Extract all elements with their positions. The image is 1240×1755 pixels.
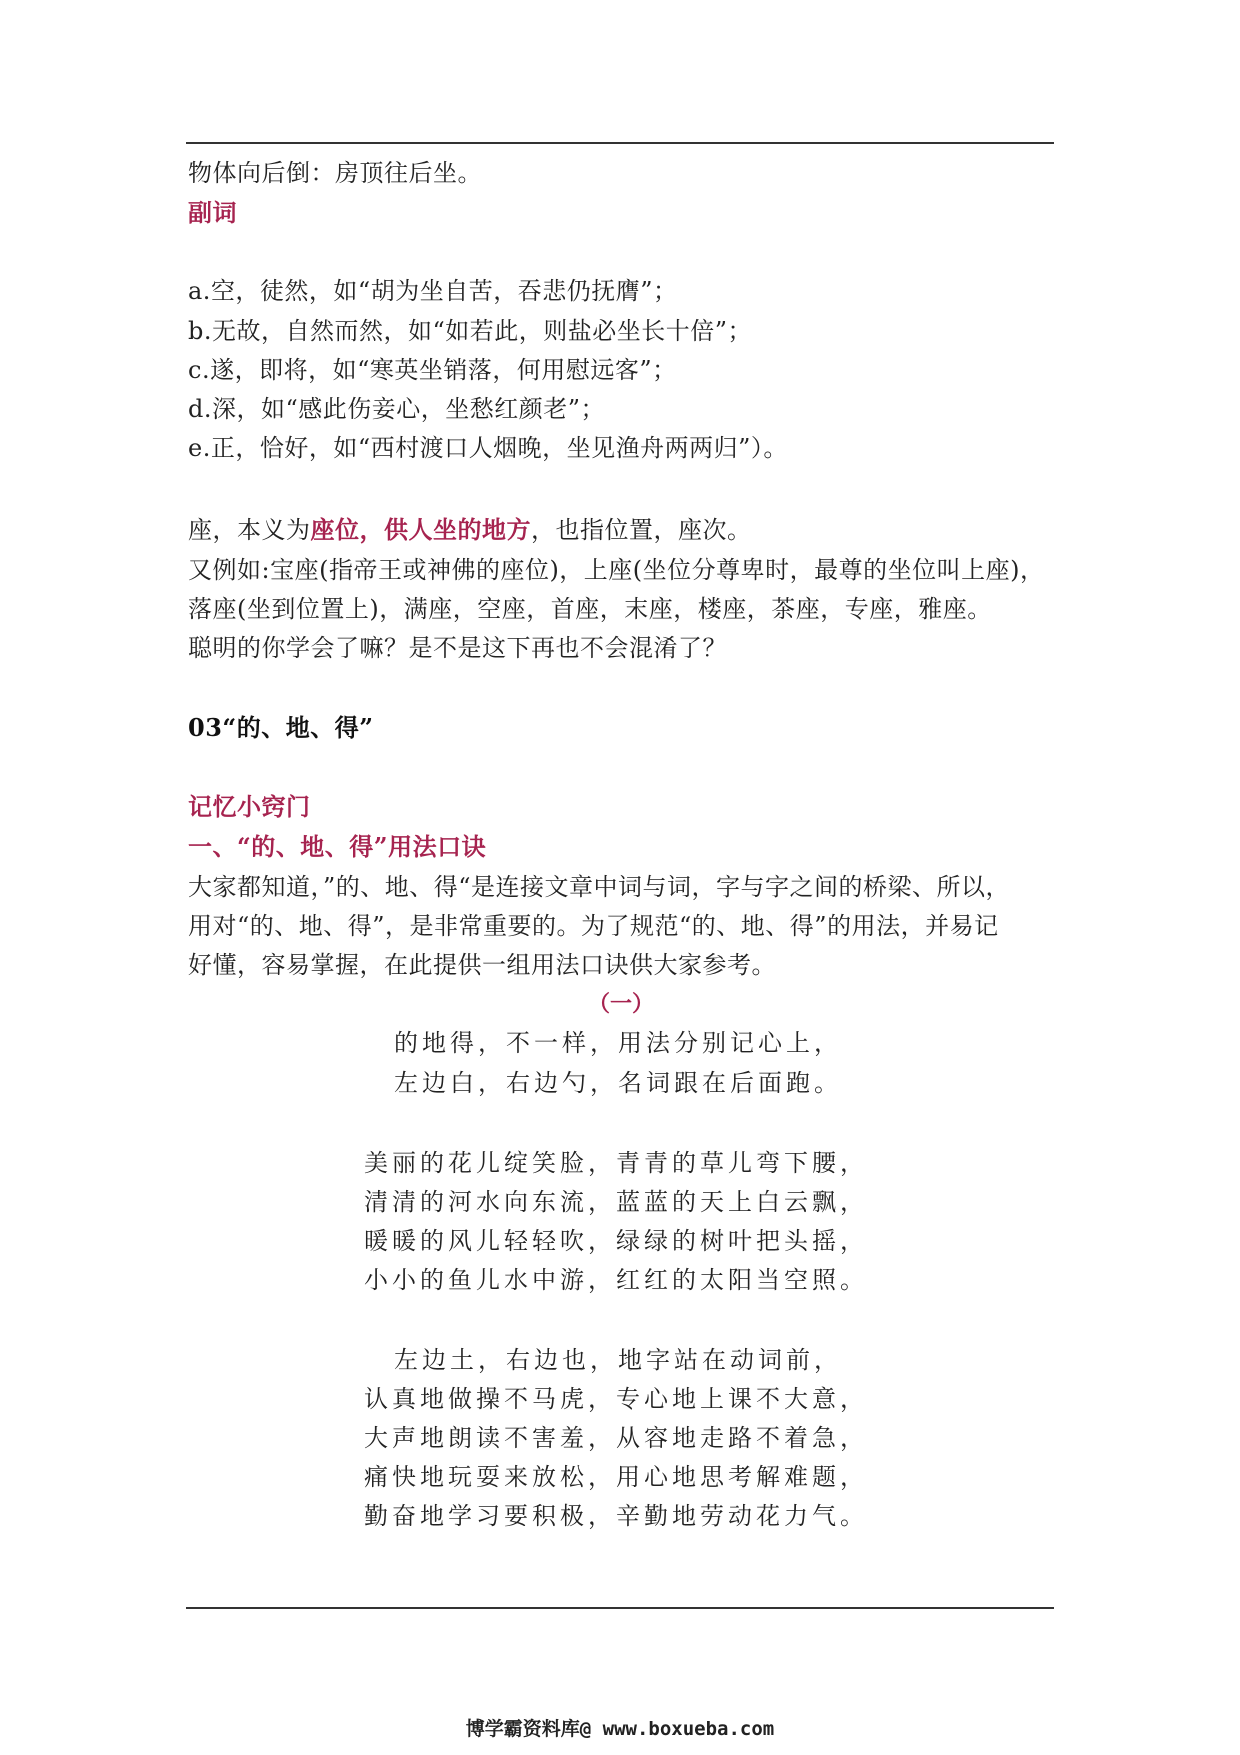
poem-line: 的地得，不一样，用法分别记心上， (394, 1029, 842, 1057)
heading-adverb: 副词 (188, 198, 237, 227)
section-title: 03“的、地、得” (188, 713, 374, 742)
zuo-definition (188, 515, 752, 545)
poem-line: 清清的河水向东流，蓝蓝的天上白云飘， (364, 1188, 868, 1216)
poem-line: 左边白，右边勺，名词跟在后面跑。 (394, 1069, 842, 1097)
adverb-item: d.深，如“感此伤妾心，坐愁红颜老”； (188, 395, 606, 423)
usage-subtitle: 一、“的、地、得”用法口诀 (188, 832, 487, 861)
poem-line: 美丽的花儿绽笑脸，青青的草儿弯下腰， (364, 1149, 868, 1177)
poem-line: 小小的鱼儿水中游，红红的太阳当空照。 (364, 1266, 868, 1294)
adverb-item: e.正，恰好，如“西村渡口人烟晚，坐见渔舟两两归”）。 (188, 434, 788, 462)
poem-line: 左边土，右边也，地字站在动词前， (394, 1346, 842, 1374)
zuo-highlight: 座位，供人坐的地方 (310, 515, 531, 544)
intro-line: 大家都知道，”的、地、得“是连接文章中词与词，字与字之间的桥梁、所以， (188, 873, 1011, 901)
text-line: 物体向后倒：房顶往后坐。 (188, 159, 482, 187)
adverb-item: c.遂，即将，如“寒英坐销落，何用慰远客”； (188, 356, 677, 384)
poem-line: 勤奋地学习要积极，辛勤地劳动花力气。 (364, 1502, 868, 1530)
poem-line: 认真地做操不马虎，专心地上课不大意， (364, 1385, 868, 1413)
poem-line: 暖暖的风儿轻轻吹，绿绿的树叶把头摇， (364, 1227, 868, 1255)
zuo-suffix: ，也指位置，座次。 (531, 516, 752, 544)
footer-watermark: 博学霸资料库@ www.boxueba.com (465, 1718, 775, 1740)
part-label: （一） (588, 991, 655, 1017)
adverb-item: b.无故，自然而然，如“如若此，则盐必坐长十倍”； (188, 317, 753, 345)
zuo-prefix: 座，本义为 (188, 516, 311, 544)
example-line: 又例如:宝座(指帝王或神佛的座位)，上座(坐位分尊卑时，最尊的坐位叫上座)， (188, 556, 1045, 584)
memory-title: 记忆小窍门 (188, 792, 311, 821)
intro-line: 好懂，容易掌握，在此提供一组用法口诀供大家参考。 (188, 951, 776, 979)
bottom-divider (186, 1607, 1054, 1609)
intro-line: 用对“的、地、得”，是非常重要的。为了规范“的、地、得”的用法，并易记 (188, 912, 999, 940)
poem-line: 大声地朗读不害羞，从容地走路不着急， (364, 1424, 868, 1452)
top-divider (186, 142, 1054, 144)
adverb-item: a.空，徒然，如“胡为坐自苦，吞悲仍抚膺”； (188, 277, 678, 305)
question-line: 聪明的你学会了嘛？是不是这下再也不会混淆了？ (188, 634, 727, 662)
poem-line: 痛快地玩耍来放松，用心地思考解难题， (364, 1463, 868, 1491)
example-line: 落座(坐到位置上)，满座，空座，首座，末座，楼座，茶座，专座，雅座。 (188, 595, 992, 623)
